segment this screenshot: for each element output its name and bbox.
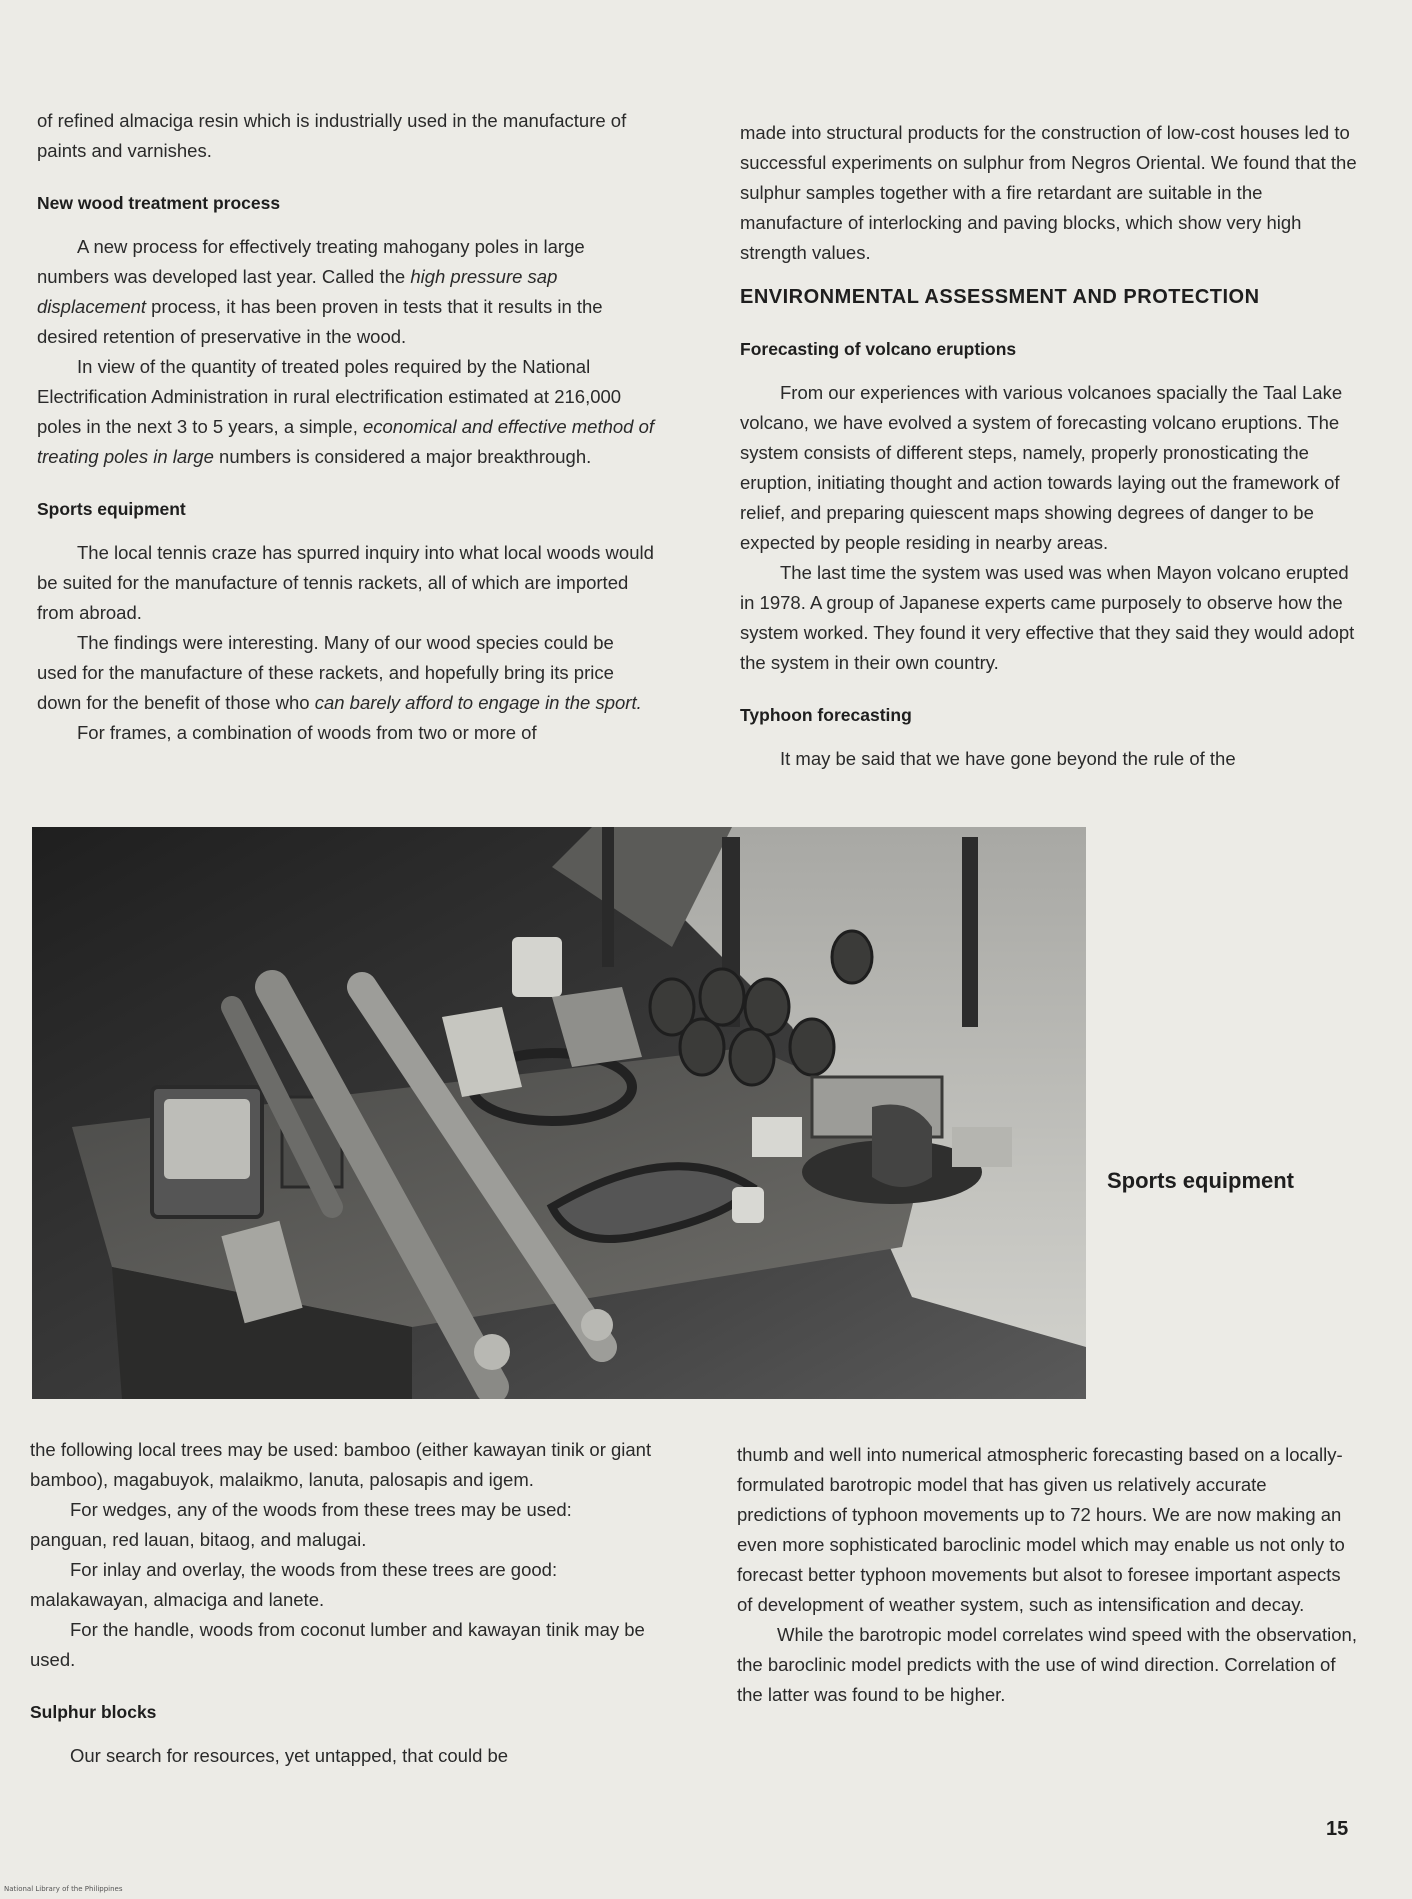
- paragraph: A new process for effectively treating mahogany poles in large numbers was developed last year. Called the high pressure sap displacement process, it has been proven in tests that it results in the desired retention of preservative in the wood.: [37, 236, 603, 347]
- paragraph: The findings were interesting. Many of our wood species could be used for the manufacture of these rackets, and hopefully bring its price down for the benefit of those who can barely afford to engage in the sport.: [37, 632, 642, 713]
- photo-illustration: [32, 827, 1086, 1399]
- heading-sulphur-blocks: Sulphur blocks: [30, 1702, 157, 1722]
- italic-text: can barely afford to engage in the sport.: [314, 692, 642, 713]
- paragraph: While the barotropic model correlates wind speed with the observation, the baroclinic model predicts with the use of wind direction. Correlation of the latter was found to be higher.: [737, 1624, 1357, 1705]
- paragraph: of refined almaciga resin which is industrially used in the manufacture of paints and varnishes.: [37, 110, 627, 161]
- sports-equipment-photo: [32, 827, 1086, 1399]
- paragraph: the following local trees may be used: bamboo (either kawayan tinik or giant bamboo), magabuyok, malaikmo, lanuta, palosapis and igem.: [30, 1439, 652, 1490]
- paragraph: For frames, a combination of woods from two or more of: [77, 722, 537, 743]
- heading-sports-equipment: Sports equipment: [37, 499, 186, 519]
- paragraph: From our experiences with various volcanoes spacially the Taal Lake volcano, we have evolved a system of forecasting volcano eruptions. The system consists of different steps, namely, properly pronosticating the eruption, initiating thought and action towards laying out the framework of relief, and preparing quiescent maps showing degrees of danger to be expected by people residing in nearby areas.: [740, 382, 1343, 553]
- paragraph: It may be said that we have gone beyond the rule of the: [780, 748, 1236, 769]
- italic-text: high pressure sap displacement: [37, 266, 558, 317]
- heading-typhoon-forecasting: Typhoon forecasting: [740, 705, 912, 725]
- heading-volcano-forecasting: Forecasting of volcano eruptions: [740, 339, 1017, 359]
- paragraph: Our search for resources, yet untapped, that could be: [70, 1745, 509, 1766]
- page-number: 15: [1326, 1818, 1349, 1840]
- italic-text: economical and effective method of treating poles in large: [37, 416, 655, 467]
- column-top-left: [37, 106, 657, 748]
- paragraph: In view of the quantity of treated poles required by the National Electrification Administration in rural electrification estimated at 216,000 poles in the next 3 to 5 years, a simple, economical and effective method of treating poles in large numbers is considered a major breakthrough.: [37, 356, 655, 467]
- column-bottom-left: [30, 1435, 654, 1771]
- paragraph: The last time the system was used was when Mayon volcano erupted in 1978. A group of Japanese experts came purposely to observe how the system worked. They found it very effective that they said they would adopt the system in their own country.: [740, 562, 1355, 673]
- paragraph: For inlay and overlay, the woods from these trees are good: malakawayan, almaciga and lanete.: [30, 1559, 558, 1610]
- column-top-right: [740, 118, 1360, 774]
- photo-caption: Sports equipment: [1107, 1168, 1295, 1193]
- section-heading-environment: ENVIRONMENTAL ASSESSMENT AND PROTECTION: [740, 286, 1260, 308]
- paragraph: For the handle, woods from coconut lumber and kawayan tinik may be used.: [30, 1619, 645, 1670]
- footer-note: National Library of the Philippines: [4, 1885, 123, 1893]
- paragraph: thumb and well into numerical atmospheric forecasting based on a locally-formulated barotropic model that has given us relatively accurate predictions of typhoon movements up to 72 hours. We are now making an even more sophisticated baroclinic model which may enable us not only to forecast better typhoon movements but alsot to foresee important aspects of development of weather system, such as intensification and decay.: [737, 1444, 1345, 1615]
- paragraph: made into structural products for the construction of low-cost houses led to successful experiments on sulphur from Negros Oriental. We found that the sulphur samples together with a fire retardant are suitable in the manufacture of interlocking and paving blocks, which show very high strength values.: [740, 122, 1357, 263]
- column-bottom-right: [737, 1440, 1359, 1710]
- paragraph: The local tennis craze has spurred inquiry into what local woods would be suited for the manufacture of tennis rackets, all of which are imported from abroad.: [37, 542, 654, 623]
- heading-wood-treatment: New wood treatment process: [37, 193, 281, 213]
- paragraph: For wedges, any of the woods from these trees may be used: panguan, red lauan, bitaog, and malugai.: [30, 1499, 572, 1550]
